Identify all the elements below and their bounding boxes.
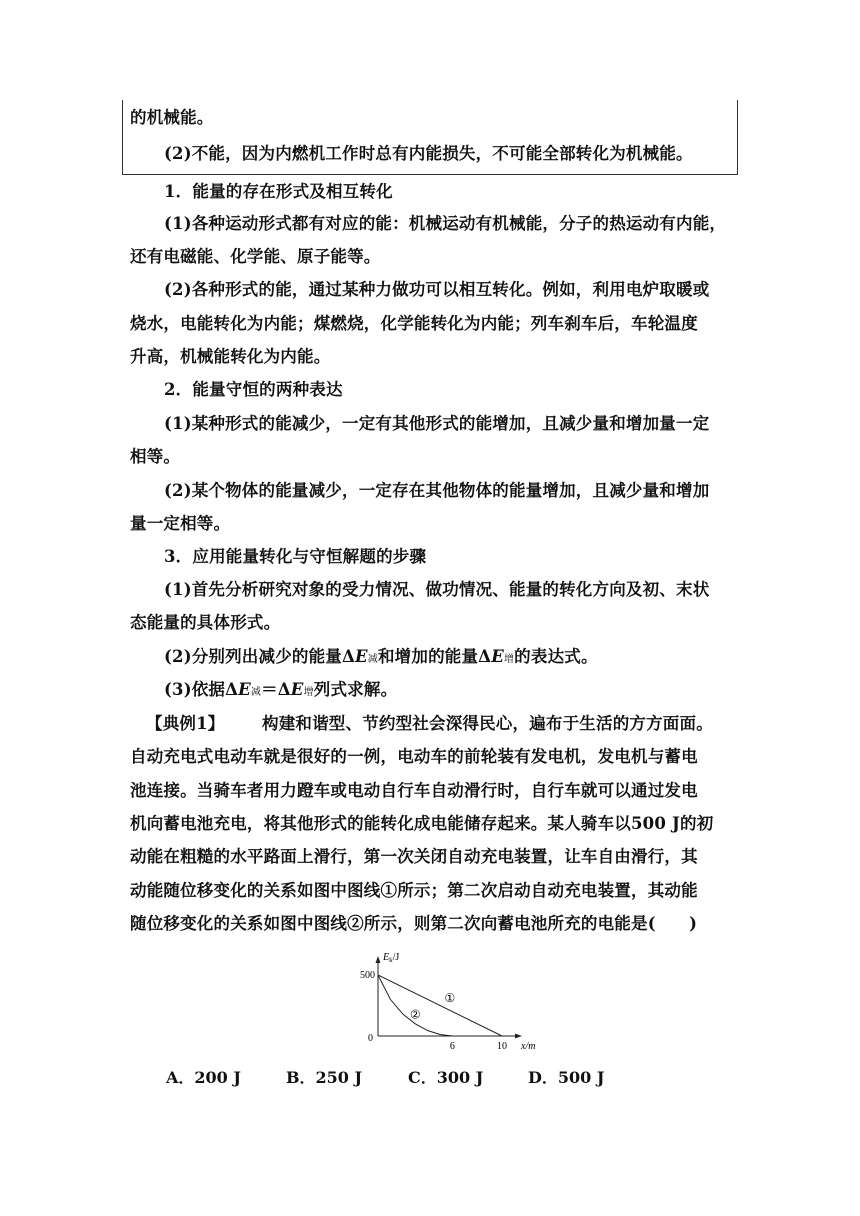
section1-p2-line2: 烧水，电能转化为内能；煤燃烧，化学能转化为内能；列车刹车后，车轮温度 (130, 314, 698, 333)
y-axis-label: $E_k/J$ (383, 952, 400, 964)
example-line-4: 机向蓄电池充电，将其他形式的能转化成电能储存起来。某人骑车以500 J的初 (130, 814, 714, 833)
example-line-5: 动能在粗糙的水平路面上滑行，第一次关闭自动充电装置，让车自由滑行，其 (130, 847, 698, 866)
section3-p3: (3)依据ΔE减＝ΔE增列式求解。 (164, 680, 398, 699)
x-axis-arrow (515, 1034, 522, 1039)
section2-p2-line1: (2)某个物体的能量减少，一定存在其他物体的能量增加，且减少量和增加 (164, 481, 710, 500)
y-tick-label: 500 (360, 970, 375, 981)
section2-heading: 2．能量守恒的两种表达 (164, 380, 343, 399)
section1-p2-line1: (2)各种形式的能，通过某种力做功可以相互转化。例如，利用电炉取暖或 (164, 280, 710, 299)
section3-p1-line1: (1)首先分析研究对象的受力情况、做功情况、能量的转化方向及初、末状 (164, 580, 710, 599)
option-c[interactable]: C．300 J (408, 1068, 484, 1087)
x-tick-label-10: 10 (497, 1041, 507, 1052)
series-line-2 (378, 975, 452, 1036)
example-line-2: 自动充电式电动车就是很好的一例，电动车的前轮装有发电机，发电机与蓄电 (130, 747, 698, 766)
example-line-6: 动能随位移变化的关系如图中图线①所示；第二次启动自动充电装置，其动能 (130, 881, 698, 900)
energy-displacement-graph (340, 948, 550, 1058)
option-b[interactable]: B．250 J (286, 1068, 363, 1087)
example-line-1: 构建和谐型、节约型社会深得民心，遍布于生活的方方面面。 (262, 714, 713, 733)
box-line-1: 的机械能。 (130, 108, 214, 127)
example-label: 【典例1】 (146, 714, 225, 733)
origin-label: 0 (368, 1033, 373, 1044)
x-tick-label-6: 6 (449, 1041, 455, 1052)
section1-p1-line1: (1)各种运动形式都有对应的能：机械运动有机械能，分子的热运动有内能， (164, 214, 727, 233)
section2-p1-line1: (1)某种形式的能减少，一定有其他形式的能增加，且减少量和增加量一定 (164, 414, 710, 433)
box-line-2: (2)不能，因为内燃机工作时总有内能损失，不可能全部转化为机械能。 (164, 144, 693, 163)
section3-p2: (2)分别列出减少的能量ΔE减和增加的能量ΔE增的表达式。 (164, 647, 598, 666)
x-axis-label: x/m (521, 1041, 536, 1052)
series-line-1 (378, 975, 502, 1036)
example-line-7: 随位移变化的关系如图中图线②所示，则第二次向蓄电池所充的电能是( ) (130, 914, 698, 933)
y-axis-arrow (376, 956, 381, 963)
series-label-2: ② (409, 1007, 421, 1022)
series-label-1: ① (444, 990, 456, 1005)
section1-heading: 1．能量的存在形式及相互转化 (164, 182, 393, 201)
section2-p2-line2: 量一定相等。 (130, 514, 231, 533)
option-a[interactable]: A．200 J (166, 1068, 241, 1087)
example-line-3: 池连接。当骑车者用力蹬车或电动自行车自动滑行时，自行车就可以通过发电 (130, 781, 698, 800)
section3-p1-line2: 态能量的具体形式。 (130, 613, 281, 632)
section3-heading: 3．应用能量转化与守恒解题的步骤 (164, 547, 427, 566)
section1-p2-line3: 升高，机械能转化为内能。 (130, 347, 331, 366)
section2-p1-line2: 相等。 (130, 447, 181, 466)
section1-p1-line2: 还有电磁能、化学能、原子能等。 (130, 247, 381, 266)
option-d[interactable]: D．500 J (528, 1068, 605, 1087)
